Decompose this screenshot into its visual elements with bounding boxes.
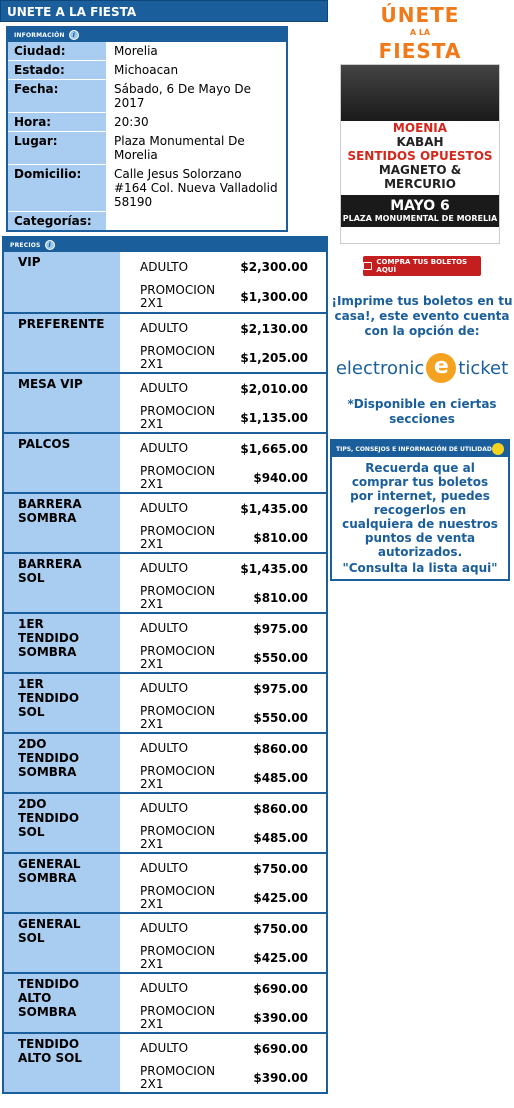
ticket-price: $975.00 bbox=[253, 681, 308, 696]
cart-icon bbox=[363, 262, 372, 270]
info-header-label: INFORMACIÓN bbox=[14, 31, 65, 39]
ticket-type: ADULTO bbox=[140, 861, 189, 875]
poster-image bbox=[340, 64, 500, 244]
info-row bbox=[8, 42, 286, 60]
price-row bbox=[4, 852, 326, 912]
price-zone: 1ER TENDIDO SOL bbox=[4, 674, 120, 732]
price-lines bbox=[120, 674, 326, 732]
info-key: Hora: bbox=[8, 113, 106, 131]
info-key: Estado: bbox=[8, 61, 106, 79]
price-line bbox=[120, 794, 326, 823]
price-lines bbox=[120, 252, 326, 312]
price-line bbox=[120, 763, 326, 792]
ticket-type: PROMOCION 2X1 bbox=[140, 1003, 216, 1031]
ticket-type: PROMOCION 2X1 bbox=[140, 763, 216, 791]
info-row bbox=[8, 79, 286, 112]
ticket-price: $485.00 bbox=[253, 830, 308, 845]
eticket-text2: ticket bbox=[458, 357, 509, 379]
price-line bbox=[120, 823, 326, 852]
price-row bbox=[4, 432, 326, 492]
eticket-text1: electronic bbox=[335, 357, 425, 379]
price-lines bbox=[120, 374, 326, 432]
poster-venue: PLAZA MONUMENTAL DE MORELIA bbox=[342, 214, 498, 223]
consult-list-link[interactable]: "Consulta la lista aqui" bbox=[342, 561, 498, 575]
tips-header bbox=[332, 441, 508, 457]
ticket-type: ADULTO bbox=[140, 381, 189, 395]
info-key: Ciudad: bbox=[8, 42, 106, 60]
band-sentidos: SENTIDOS OPUESTOS bbox=[347, 149, 493, 163]
info-rows bbox=[8, 42, 286, 230]
electronic-ticket-logo bbox=[330, 353, 514, 383]
price-row bbox=[4, 732, 326, 792]
price-lines bbox=[120, 1034, 326, 1092]
tips-header-label: TIPS, CONSEJOS E INFORMACIÓN DE UTILIDAD bbox=[336, 445, 492, 453]
logo-line1: ÚNETE bbox=[380, 3, 460, 27]
price-zone: 1ER TENDIDO SOMBRA bbox=[4, 614, 120, 672]
info-value: Plaza Monumental De Morelia bbox=[114, 134, 245, 162]
ticket-type: ADULTO bbox=[140, 921, 189, 935]
price-line bbox=[120, 643, 326, 672]
price-lines bbox=[120, 854, 326, 912]
info-key: Domicilio: bbox=[8, 165, 106, 211]
price-zone: GENERAL SOL bbox=[4, 914, 120, 972]
price-line bbox=[120, 314, 326, 343]
logo-line2: A LA bbox=[409, 28, 431, 37]
price-lines bbox=[120, 734, 326, 792]
info-panel-header bbox=[8, 28, 286, 42]
price-zone: TENDIDO ALTO SOMBRA bbox=[4, 974, 120, 1032]
price-line bbox=[120, 883, 326, 912]
price-line bbox=[120, 523, 326, 552]
price-row bbox=[4, 672, 326, 732]
availability-note: *Disponible en ciertas secciones bbox=[347, 397, 497, 426]
ticket-price: $1,300.00 bbox=[240, 290, 308, 304]
price-zone: GENERAL SOMBRA bbox=[4, 854, 120, 912]
price-line bbox=[120, 463, 326, 492]
price-line bbox=[120, 1063, 326, 1092]
price-zone: BARRERA SOL bbox=[4, 554, 120, 612]
ticket-price: $860.00 bbox=[253, 741, 308, 756]
ticket-type: ADULTO bbox=[140, 259, 189, 274]
ticket-price: $750.00 bbox=[253, 861, 308, 876]
buy-tickets-label: COMPRA TUS BOLETOS AQUÍ bbox=[376, 258, 468, 274]
ticket-type: ADULTO bbox=[140, 621, 189, 635]
price-row bbox=[4, 612, 326, 672]
ticket-price: $690.00 bbox=[253, 1041, 308, 1056]
ticket-price: $2,300.00 bbox=[240, 260, 308, 274]
price-row bbox=[4, 912, 326, 972]
info-row bbox=[8, 112, 286, 131]
price-row bbox=[4, 552, 326, 612]
info-value: Morelia bbox=[114, 44, 158, 58]
price-zone: PALCOS bbox=[4, 434, 120, 492]
price-row bbox=[4, 1032, 326, 1092]
ticket-type: ADULTO bbox=[140, 561, 189, 575]
right-column bbox=[330, 0, 514, 581]
price-lines bbox=[120, 554, 326, 612]
info-key: Fecha: bbox=[8, 80, 106, 112]
ticket-price: $810.00 bbox=[253, 590, 308, 605]
ticket-type: PROMOCION 2X1 bbox=[140, 463, 216, 491]
info-key: Lugar: bbox=[8, 132, 106, 164]
buy-tickets-button[interactable] bbox=[363, 256, 481, 276]
ticket-price: $940.00 bbox=[253, 470, 308, 485]
price-row bbox=[4, 252, 326, 312]
ticket-price: $1,205.00 bbox=[240, 350, 308, 365]
price-lines bbox=[120, 494, 326, 552]
price-line bbox=[120, 1003, 326, 1032]
info-row bbox=[8, 131, 286, 164]
price-line bbox=[120, 403, 326, 432]
ticket-price: $690.00 bbox=[253, 981, 308, 996]
prices-panel-header bbox=[4, 238, 326, 252]
info-row bbox=[8, 164, 286, 211]
ticket-type: ADULTO bbox=[140, 321, 189, 335]
event-poster[interactable] bbox=[340, 3, 500, 244]
price-line bbox=[120, 914, 326, 943]
ticket-type: ADULTO bbox=[140, 441, 189, 455]
ticket-type: ADULTO bbox=[140, 1041, 189, 1055]
ticket-price: $485.00 bbox=[253, 770, 308, 785]
ticket-price: $390.00 bbox=[253, 1070, 308, 1085]
ticket-price: $1,435.00 bbox=[240, 561, 308, 576]
lightbulb-icon bbox=[492, 443, 504, 455]
ticket-type: PROMOCION 2X1 bbox=[140, 583, 216, 611]
ticket-type: ADULTO bbox=[140, 501, 189, 515]
ticket-price: $1,435.00 bbox=[240, 501, 308, 516]
band-kabah: KABAH bbox=[396, 135, 444, 149]
price-line bbox=[120, 282, 326, 312]
ticket-type: PROMOCION 2X1 bbox=[140, 1063, 216, 1091]
price-line bbox=[120, 674, 326, 703]
price-row bbox=[4, 372, 326, 432]
price-lines bbox=[120, 434, 326, 492]
price-zone: PREFERENTE bbox=[4, 314, 120, 372]
ticket-type: PROMOCION 2X1 bbox=[140, 343, 216, 371]
price-line bbox=[120, 734, 326, 763]
price-zone: TENDIDO ALTO SOL bbox=[4, 1034, 120, 1092]
eticket-mark: e bbox=[426, 353, 456, 383]
price-zone: MESA VIP bbox=[4, 374, 120, 432]
tips-body bbox=[332, 457, 508, 579]
ticket-type: ADULTO bbox=[140, 801, 189, 815]
info-icon: i bbox=[69, 30, 79, 40]
info-row bbox=[8, 60, 286, 79]
prices-header-label: PRECIOS bbox=[10, 241, 41, 249]
price-zone: 2DO TENDIDO SOL bbox=[4, 794, 120, 852]
price-line bbox=[120, 494, 326, 523]
ticket-price: $860.00 bbox=[253, 801, 308, 816]
ticket-price: $425.00 bbox=[253, 950, 308, 965]
poster-logo bbox=[340, 3, 500, 63]
info-value: Sábado, 6 De Mayo De 2017 bbox=[114, 82, 252, 110]
print-notice: ¡Imprime tus boletos en tu casa!, este evento cuenta con la opción de: bbox=[331, 294, 513, 338]
band-photo bbox=[341, 65, 499, 121]
price-lines bbox=[120, 614, 326, 672]
price-zone: BARRERA SOMBRA bbox=[4, 494, 120, 552]
ticket-price: $390.00 bbox=[253, 1010, 308, 1025]
band-moenia: MOENIA bbox=[392, 121, 448, 135]
event-title: UNETE A LA FIESTA bbox=[0, 0, 328, 22]
ticket-type: PROMOCION 2X1 bbox=[140, 883, 216, 911]
price-line bbox=[120, 374, 326, 403]
ticket-price: $750.00 bbox=[253, 921, 308, 936]
price-line bbox=[120, 343, 326, 372]
ticket-price: $2,130.00 bbox=[240, 321, 308, 336]
price-line bbox=[120, 252, 326, 282]
band-magneto: MAGNETO & MERCURIO bbox=[378, 163, 462, 191]
price-line bbox=[120, 974, 326, 1003]
info-panel bbox=[6, 26, 288, 232]
price-line bbox=[120, 1034, 326, 1063]
ticket-price: $425.00 bbox=[253, 890, 308, 905]
info-value: Michoacan bbox=[114, 63, 179, 77]
price-line bbox=[120, 554, 326, 583]
ticket-type: ADULTO bbox=[140, 681, 189, 695]
price-line bbox=[120, 583, 326, 612]
prices-panel bbox=[2, 236, 328, 1094]
price-line bbox=[120, 943, 326, 972]
price-line bbox=[120, 434, 326, 463]
ticket-price: $1,665.00 bbox=[240, 441, 308, 456]
price-rows bbox=[4, 252, 326, 1092]
poster-date: MAYO 6 bbox=[390, 198, 450, 214]
ticket-type: ADULTO bbox=[140, 741, 189, 755]
ticket-price: $810.00 bbox=[253, 530, 308, 545]
price-line bbox=[120, 703, 326, 732]
info-value bbox=[106, 212, 286, 230]
ticket-type: PROMOCION 2X1 bbox=[140, 823, 216, 851]
ticket-type: PROMOCION 2X1 bbox=[140, 703, 216, 731]
price-row bbox=[4, 492, 326, 552]
price-line bbox=[120, 614, 326, 643]
ticket-price: $2,010.00 bbox=[240, 381, 308, 396]
ticket-type: PROMOCION 2X1 bbox=[140, 943, 216, 971]
ticket-type: ADULTO bbox=[140, 981, 189, 995]
info-key: Categorías: bbox=[8, 212, 106, 230]
price-lines bbox=[120, 974, 326, 1032]
ticket-price: $550.00 bbox=[253, 650, 308, 665]
ticket-price: $1,135.00 bbox=[240, 410, 308, 425]
info-icon: i bbox=[45, 240, 55, 250]
poster-date-box bbox=[341, 195, 499, 227]
price-row bbox=[4, 312, 326, 372]
info-value: Calle Jesus Solorzano #164 Col. Nueva Valladolid 58190 bbox=[114, 167, 278, 209]
price-row bbox=[4, 972, 326, 1032]
ticket-price: $975.00 bbox=[253, 621, 308, 636]
price-line bbox=[120, 854, 326, 883]
ticket-type: PROMOCION 2X1 bbox=[140, 283, 216, 310]
price-lines bbox=[120, 314, 326, 372]
info-row bbox=[8, 211, 286, 230]
price-zone: VIP bbox=[4, 252, 120, 312]
tips-text: Recuerda que al comprar tus boletos por internet, puedes recogerlos en cualquiera de nuestros puntos de venta autorizados. bbox=[342, 461, 498, 559]
tips-panel bbox=[330, 439, 510, 581]
ticket-type: PROMOCION 2X1 bbox=[140, 403, 216, 431]
price-lines bbox=[120, 794, 326, 852]
ticket-price: $550.00 bbox=[253, 710, 308, 725]
logo-line3: FIESTA bbox=[378, 39, 462, 63]
price-row bbox=[4, 792, 326, 852]
info-value: 20:30 bbox=[114, 115, 149, 129]
price-lines bbox=[120, 914, 326, 972]
price-zone: 2DO TENDIDO SOMBRA bbox=[4, 734, 120, 792]
ticket-type: PROMOCION 2X1 bbox=[140, 643, 216, 671]
ticket-type: PROMOCION 2X1 bbox=[140, 523, 216, 551]
